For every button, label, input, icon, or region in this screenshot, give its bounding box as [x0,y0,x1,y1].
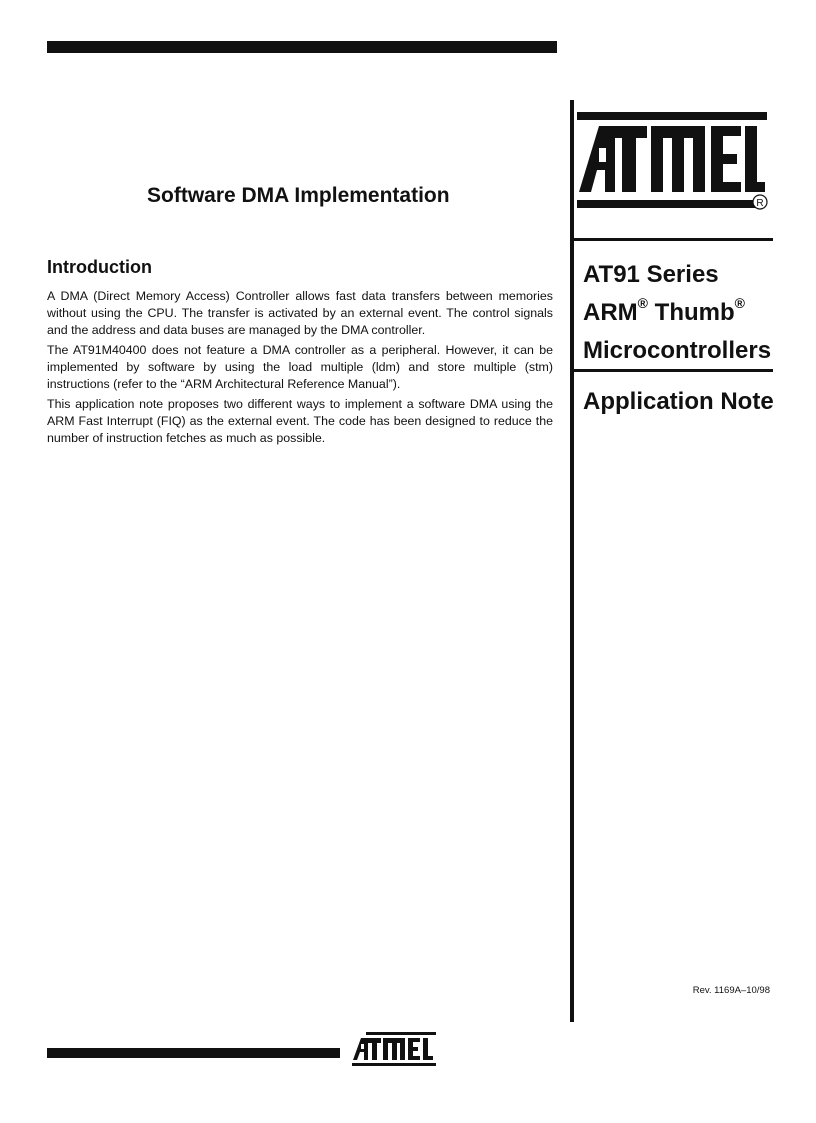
product-line-3: Microcontrollers [583,337,772,364]
atmel-logo-footer [352,1032,436,1068]
sidebar-rule-top [574,238,773,241]
top-rule-bar [47,41,557,53]
svg-text:R: R [756,198,764,209]
sidebar-rule-middle [574,369,773,372]
product-title [583,256,813,370]
paragraph: The AT91M40400 does not feature a DMA controller as a peripheral. However, it can be implemented by software by using the load multiple (ldm) and store multiple (stm) instructions (refer to the “ARM Architectural Reference Manual”). [47,343,553,391]
bottom-rule-bar [47,1048,340,1058]
revision-label: Rev. 1169A–10/98 [692,985,770,996]
paragraph: This application note proposes two different ways to implement a software DMA using the ARM Fast Interrupt (FIQ) as the external event. The code has been designed to reduce the number of instruction fetches as much as possible. [47,397,553,445]
introduction-body [47,288,553,450]
section-heading-introduction: Introduction [47,257,152,277]
product-line-2: ARM® Thumb® [583,295,745,326]
doc-type-label: Application Note [583,388,774,415]
atmel-logo [577,112,769,220]
paragraph: A DMA (Direct Memory Access) Controller allows fast data transfers between memories without using the CPU. The transfer is activated by an external event. The control signals and the address and data buses are managed by the DMA controller. [47,289,553,337]
document-title: Software DMA Implementation [147,184,450,207]
product-line-1: AT91 Series [583,261,719,288]
